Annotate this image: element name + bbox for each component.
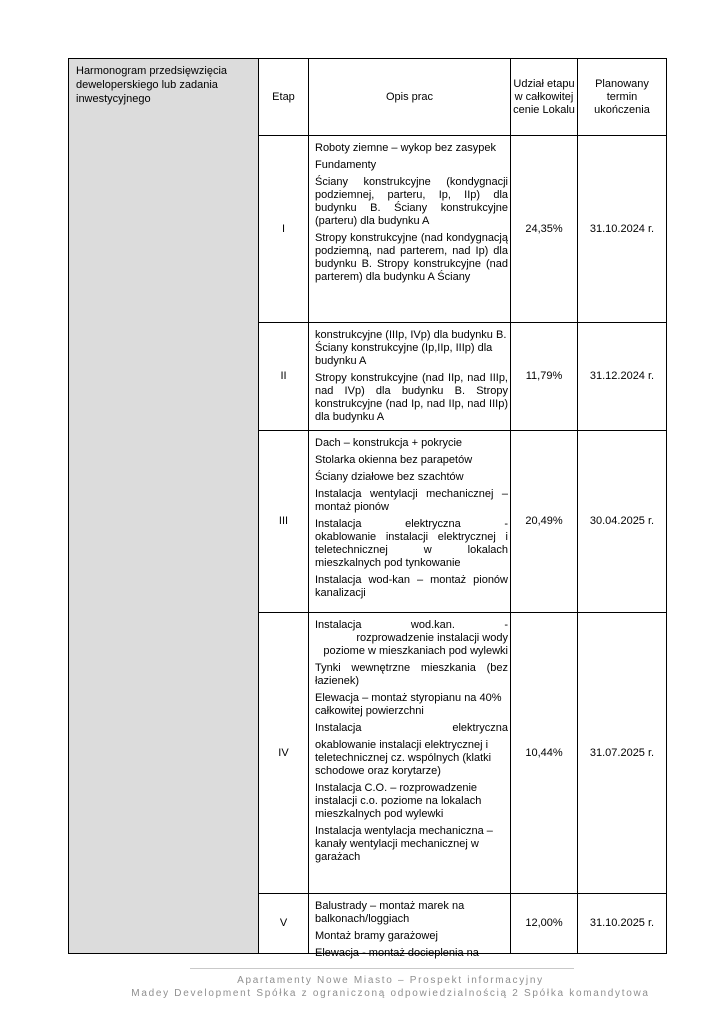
work-item: Stropy konstrukcyjne (nad kondygnacją podziemną, nad parterem, nad Ip) dla budynku B. Stropy konstrukcyjne (nad parterem) dla budynku A Ściany (315, 232, 508, 283)
schedule-table (68, 58, 667, 959)
footer-company-line: Madey Development Spółka z ograniczoną odpowiedzialnością 2 Spółka komandytowa (131, 988, 650, 999)
stage-cell: I (259, 136, 309, 323)
work-item: Roboty ziemne – wykop bez zasypek (315, 142, 496, 154)
work-item: Elewacja – montaż styropianu na 40% całkowitej powierzchni (315, 692, 502, 717)
schedule-title-cell: Harmonogram przedsięwzięcia deweloperskiego lub zadania inwestycyjnego (69, 59, 259, 953)
footer-divider (190, 968, 574, 969)
work-item: Instalacja C.O. – rozprowadzenie instalacji c.o. poziome na lokalach mieszkalnych pod wylewki (315, 782, 482, 820)
work-item: Instalacja wentylacja mechaniczna – kanały wentylacji mechanicznej w garażach (315, 825, 493, 863)
work-item: konstrukcyjne (IIIp, IVp) dla budynku B. Ściany konstrukcyjne (Ip,IIp, IIIp) dla budynku A (315, 329, 507, 367)
stage-share-cell: 10,44% (511, 613, 578, 894)
column-header-opis-prac: Opis prac (309, 59, 511, 136)
work-item: Instalacja elektryczna (315, 722, 508, 734)
work-item: Stolarka okienna bez parapetów (315, 454, 473, 466)
stage-share-cell: 12,00% (511, 894, 578, 953)
work-item: Tynki wewnętrzne mieszkania (bez łazienek) (315, 662, 508, 687)
work-item: Balustrady – montaż marek na balkonach/loggiach (315, 900, 465, 925)
work-item: Elewacja - montaż docieplenia na (315, 947, 479, 959)
work-item: Instalacja elektryczna - (315, 518, 508, 530)
works-description-cell (309, 613, 511, 894)
completion-date-cell: 31.10.2025 r. (589, 917, 655, 929)
work-item: Ściany działowe bez szachtów (315, 471, 464, 483)
works-description-cell (309, 894, 511, 959)
column-header-etap: Etap (259, 59, 309, 136)
stage-cell: V (259, 894, 309, 953)
work-item: Fundamenty (315, 159, 377, 171)
work-item: okablowanie instalacji elektrycznej i teletechnicznej cz. wspólnych (klatki schodowe oraz korytarze) (315, 739, 492, 777)
stage-share-cell: 24,35% (511, 136, 578, 323)
stage-cell: IV (259, 613, 309, 894)
stage-cell: II (259, 323, 309, 431)
works-description-cell (309, 136, 511, 323)
works-description-cell (309, 431, 511, 613)
work-item: Instalacja wod-kan – montaż pionów kanalizacji (315, 574, 508, 599)
completion-date-cell: 31.07.2025 r. (578, 613, 666, 894)
work-item: Montaż bramy garażowej (315, 930, 438, 942)
work-item: Stropy konstrukcyjne (nad IIp, nad IIIp, nad IVp) dla budynku B. Stropy konstrukcyjne (nad Ip, nad IIp, nad IIIp) dla budynku A (315, 372, 508, 423)
work-item: Ściany konstrukcyjne (kondygnacji podziemnej, parteru, Ip, IIp) dla budynku B. Ściany konstrukcyjne (parteru) dla budynku A (315, 176, 508, 227)
completion-date-cell: 30.04.2025 r. (578, 431, 666, 613)
footer-project-line: Apartamenty Nowe Miasto – Prospekt informacyjny (237, 975, 544, 986)
work-item: Instalacja wod.kan. - (315, 619, 508, 631)
work-item: Dach – konstrukcja + pokrycie (315, 437, 463, 449)
works-description-cell (309, 323, 511, 431)
completion-date-cell: 31.10.2024 r. (578, 136, 666, 323)
column-header-termin: Planowany termin ukończenia (578, 59, 666, 136)
work-item: rozprowadzenie instalacji wody poziome w mieszkaniach pod wylewki (323, 632, 508, 657)
work-item: Instalacja wentylacji mechanicznej – montaż pionów (315, 488, 508, 513)
stage-share-cell: 20,49% (511, 431, 578, 613)
column-header-udzial: Udział etapu w całkowitej cenie Lokalu (511, 59, 578, 136)
page-footer (30, 974, 721, 1000)
stage-cell: III (259, 431, 309, 613)
stage-share-cell: 11,79% (511, 323, 578, 431)
work-item: okablowanie instalacji elektrycznej i teletechnicznej w lokalach mieszkalnych pod tynkowanie (315, 531, 508, 569)
completion-date-cell: 31.12.2024 r. (578, 323, 666, 431)
